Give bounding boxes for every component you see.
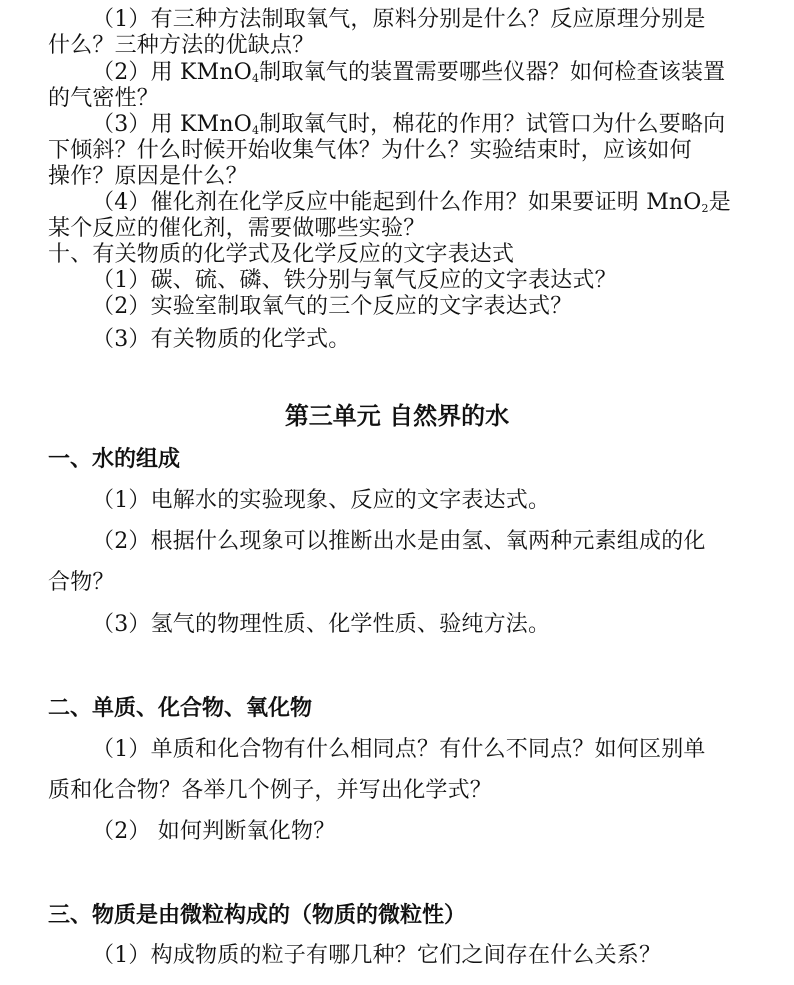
question-3-line-1: （3）用 KMnO$_4$制取氧气时，棉花的作用？试管口为什么要略向 — [92, 112, 726, 137]
section-3-item: （1）构成物质的粒子有哪几种？它们之间存在什么关系？ — [92, 943, 662, 968]
section-10-item: （3）有关物质的化学式。 — [92, 327, 351, 352]
section-1-item-continuation: 合物？ — [48, 570, 115, 595]
section-3-heading: 三、物质是由微粒构成的（物质的微粒性） — [48, 903, 467, 928]
section-1-heading: 一、水的组成 — [48, 447, 181, 472]
section-2-heading: 二、单质、化合物、氧化物 — [48, 696, 313, 721]
unit-title: 第三单元 自然界的水 — [284, 402, 510, 430]
question-4-line-1: （4）催化剂在化学反应中能起到什么作用？如果要证明 MnO$_2$是 — [92, 190, 731, 215]
section-10-item: （1）碳、硫、磷、铁分别与氧气反应的文字表达式？ — [92, 268, 617, 293]
question-1-line-1: （1）有三种方法制取氧气，原料分别是什么？反应原理分别是 — [92, 7, 706, 32]
section-1-item: （3）氢气的物理性质、化学性质、验纯方法。 — [92, 612, 551, 637]
section-1-item: （2）根据什么现象可以推断出水是由氢、氧两种元素组成的化 — [92, 529, 706, 554]
section-2-item-continuation: 质和化合物？各举几个例子，并写出化学式？ — [48, 778, 493, 803]
question-2-line-1: （2）用 KMnO$_4$制取氧气的装置需要哪些仪器？如何检查该装置 — [92, 60, 726, 85]
question-1-line-2: 什么？三种方法的优缺点？ — [48, 33, 315, 58]
section-10-item: （2）实验室制取氧气的三个反应的文字表达式？ — [92, 294, 573, 319]
section-2-item: （1）单质和化合物有什么相同点？有什么不同点？如何区别单 — [92, 737, 706, 762]
section-1-item: （1）电解水的实验现象、反应的文字表达式。 — [92, 488, 551, 513]
section-2-item: （2） 如何判断氧化物？ — [92, 819, 336, 844]
question-3-line-2: 下倾斜？什么时候开始收集气体？为什么？实验结束时，应该如何 — [48, 138, 692, 163]
question-2-line-2: 的气密性？ — [48, 86, 160, 111]
question-4-line-2: 某个反应的催化剂，需要做哪些实验？ — [48, 216, 426, 241]
section-10-heading: 十、有关物质的化学式及化学反应的文字表达式 — [48, 242, 515, 267]
question-3-line-3: 操作？原因是什么？ — [48, 164, 248, 189]
